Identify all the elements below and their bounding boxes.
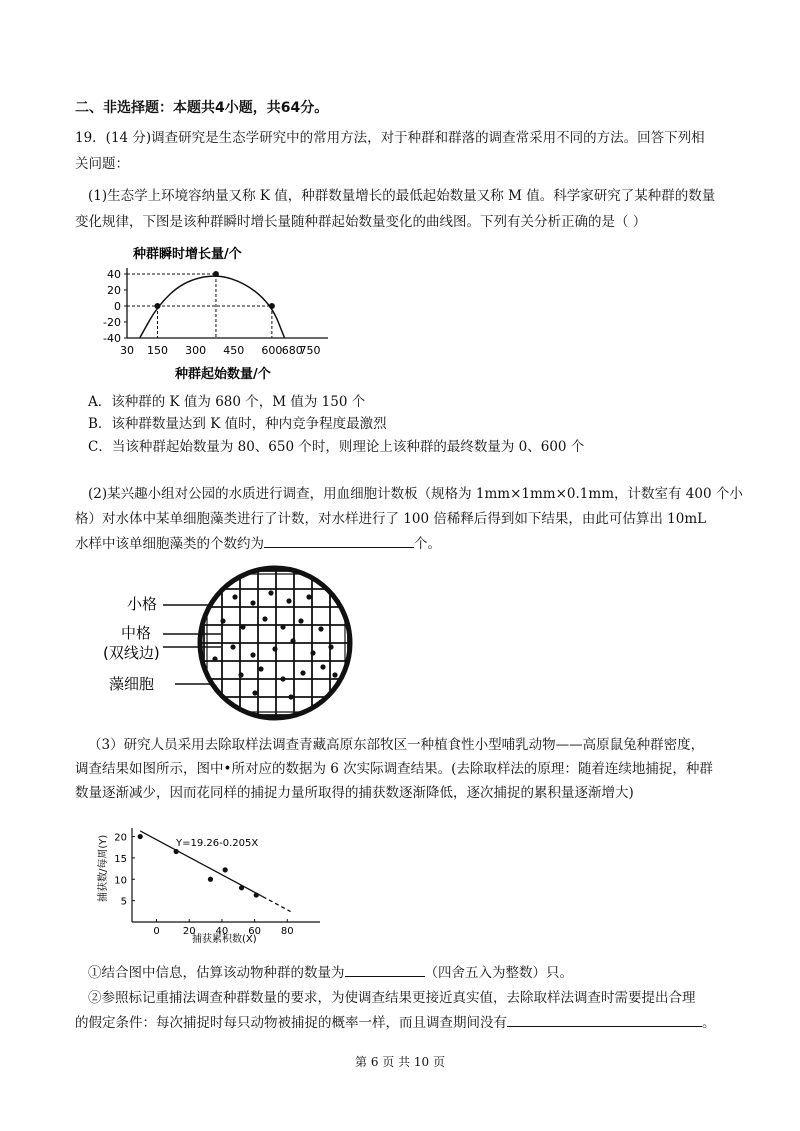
chart2-equation: Y=19.26-0.205X	[176, 838, 259, 849]
chart1-y-tick-label-1: 20	[107, 284, 121, 297]
chart1-x-tick-label-1: 150	[147, 344, 168, 357]
chart1-x-tick-label-2: 300	[185, 344, 207, 357]
q19-intro-line2: 关问题：	[75, 156, 129, 172]
algae-cell-21	[320, 664, 325, 669]
algae-cell-16	[328, 644, 333, 649]
option-b[interactable]: B．该种群数量达到 K 值时，种内竞争程度最激烈	[88, 416, 387, 432]
chart1-y-tick-label-3: -20	[103, 316, 121, 329]
q19-sub2-line1: ②参照标记重捕法调查种群数量的要求，为使调查结果更接近真实值，去除取样法调查时需要提出合理	[88, 990, 696, 1006]
algae-cell-20	[300, 670, 305, 675]
algae-cell-15	[310, 650, 315, 655]
algae-cell-14	[290, 638, 295, 643]
algae-cell-24	[212, 656, 217, 661]
algae-cell-11	[230, 644, 235, 649]
chart2-point-1	[174, 849, 179, 854]
removal-sampling-chart	[92, 820, 352, 950]
chart2-fit-line-extrapolated	[263, 897, 291, 912]
chart2-y-label: 捕获数/每周(Y)	[98, 834, 109, 902]
counting-chamber-diagram	[95, 563, 375, 723]
algae-cell-0	[232, 594, 237, 599]
q19-part1-line2: 变化规律，下图是该种群瞬时增长量随种群起始数量变化的曲线图。下列有关分析正确的是（ ）	[75, 214, 647, 230]
algae-cell-13	[272, 646, 277, 651]
algae-cell-5	[220, 618, 225, 623]
algae-cell-2	[268, 590, 273, 595]
algae-cell-8	[280, 624, 285, 629]
q19-part3-line3: 数量逐渐减少，因而花同样的捕捉力量所取得的捕获数逐渐降低，逐次捕捉的累积量逐渐增大)	[75, 785, 634, 801]
label-medium-square: 中格	[121, 624, 152, 642]
growth-curve-chart	[85, 242, 345, 390]
algae-cell-1	[250, 600, 255, 605]
chart2-y-tick-label-2: 15	[114, 853, 127, 865]
chart1-y-tick-label-2: 0	[114, 300, 121, 313]
chart2-point-3	[223, 867, 228, 872]
chart2-x-tick-label-3: 60	[248, 926, 261, 937]
chart1-x-tick-label-5: 680	[281, 344, 303, 357]
algae-cell-18	[258, 666, 263, 671]
option-a[interactable]: A．该种群的 K 值为 680 个，M 值为 150 个	[88, 394, 366, 410]
algae-cell-3	[286, 598, 291, 603]
chart2-y-tick-label-1: 10	[114, 875, 127, 887]
chart2-y-tick-label-0: 5	[120, 896, 127, 908]
algae-cell-23	[288, 694, 293, 699]
q19-sub1-end: （四舍五入为整数）只。	[424, 965, 573, 981]
q19-sub1	[88, 962, 573, 983]
algae-cell-9	[298, 618, 303, 623]
chart1-x-tick-label-6: 750	[299, 344, 321, 357]
chart2-point-4	[239, 885, 244, 890]
q19-part2-line2: 格）对水体中某单细胞藻类进行了计数，对水样进行了 100 倍稀释后得到如下结果，由此可估算出 10mL	[75, 511, 707, 527]
algae-cell-12	[250, 652, 255, 657]
chart2-x-tick-label-4: 80	[280, 926, 294, 937]
chart1-title: 种群瞬时增长量/个	[133, 247, 242, 262]
q19-sub2-line2-end: 。	[702, 1015, 716, 1031]
chart1-x-label: 种群起始数量/个	[175, 367, 271, 382]
option-c[interactable]: C．当该种群起始数量为 80、650 个时，则理论上该种群的最终数量为 0、600 个	[88, 439, 585, 455]
chart1-ref-point-2	[269, 303, 275, 309]
q19-intro-line1: 19．(14 分)调查研究是生态学研究中的常用方法，对于种群和群落的调查常采用不同的方法。回答下列相	[75, 130, 705, 146]
algae-cell-10	[318, 626, 323, 631]
q19-part2-line3	[75, 533, 441, 554]
page-footer: 第 6 页 共 10 页	[355, 1055, 445, 1069]
chart1-ref-point-1	[155, 303, 161, 309]
chart1-x-tick-label-0: 30	[120, 344, 134, 357]
q19-sub1-text: ①结合图中信息，估算该动物种群的数量为	[88, 965, 345, 981]
chart1-y-tick-label-4: -40	[103, 332, 121, 345]
q19-part3-line2: 调查结果如图所示，图中•所对应的数据为 6 次实际调查结果。(去除取样法的原理：随着连续地捕捉，种群	[75, 761, 713, 777]
label-medium-square-sub: (双线边)	[103, 644, 160, 662]
chart1-x-tick-label-4: 600	[261, 344, 283, 357]
chart2-x-tick-label-0: 0	[153, 926, 160, 937]
chamber-grid	[195, 563, 355, 723]
chart1-x-tick-label-3: 450	[223, 344, 245, 357]
q19-part2-line1: (2)某兴趣小组对公园的水质进行调查，用血细胞计数板（规格为 1mm×1mm×0.1mm，计数室有 400 个小	[88, 486, 743, 502]
answer-blank-population[interactable]	[345, 962, 425, 977]
algae-cell-4	[306, 594, 311, 599]
q19-part1-line1: (1)生态学上环境容纳量又称 K 值，种群数量增长的最低起始数量又称 M 值。科学家研究了某种群的数量	[88, 188, 716, 204]
chart1-ref-point-0	[213, 271, 219, 277]
chart1-curve	[140, 276, 285, 338]
q19-sub2-line2-text: 的假定条件：每次捕捉时每只动物被捕捉的概率一样，而且调查期间没有	[75, 1015, 507, 1031]
q19-part2-line3-text: 水样中该单细胞藻类的个数约为	[75, 536, 264, 552]
chart2-point-2	[208, 877, 213, 882]
chart2-x-tick-label-1: 20	[182, 926, 196, 937]
answer-blank-algae-count[interactable]	[264, 533, 414, 548]
label-small-square: 小格	[127, 595, 158, 613]
algae-cell-6	[240, 624, 245, 629]
algae-cell-19	[280, 676, 285, 681]
algae-cell-25	[332, 672, 337, 677]
algae-cell-22	[252, 690, 257, 695]
chart2-x-tick-label-2: 40	[215, 926, 229, 937]
answer-blank-assumption[interactable]	[507, 1012, 702, 1027]
section-heading: 二、非选择题：本题共4小题，共64分。	[75, 100, 329, 116]
chart2-point-0	[138, 834, 143, 839]
chart2-x-label: 捕获累积数(X)	[192, 934, 257, 945]
algae-cell-7	[262, 616, 267, 621]
chart2-y-tick-label-3: 20	[114, 832, 127, 844]
chart1-y-tick-label-0: 40	[107, 268, 121, 281]
chart2-point-5	[254, 892, 259, 897]
q19-part3-line1: （3）研究人员采用去除取样法调查青藏高原东部牧区一种植食性小型哺乳动物——高原鼠兔种群密度，	[88, 737, 705, 753]
label-algae-cell: 藻细胞	[109, 675, 155, 693]
q19-sub2-line2	[75, 1012, 716, 1033]
algae-cell-17	[238, 672, 243, 677]
q19-part2-line3-end: 个。	[414, 536, 441, 552]
